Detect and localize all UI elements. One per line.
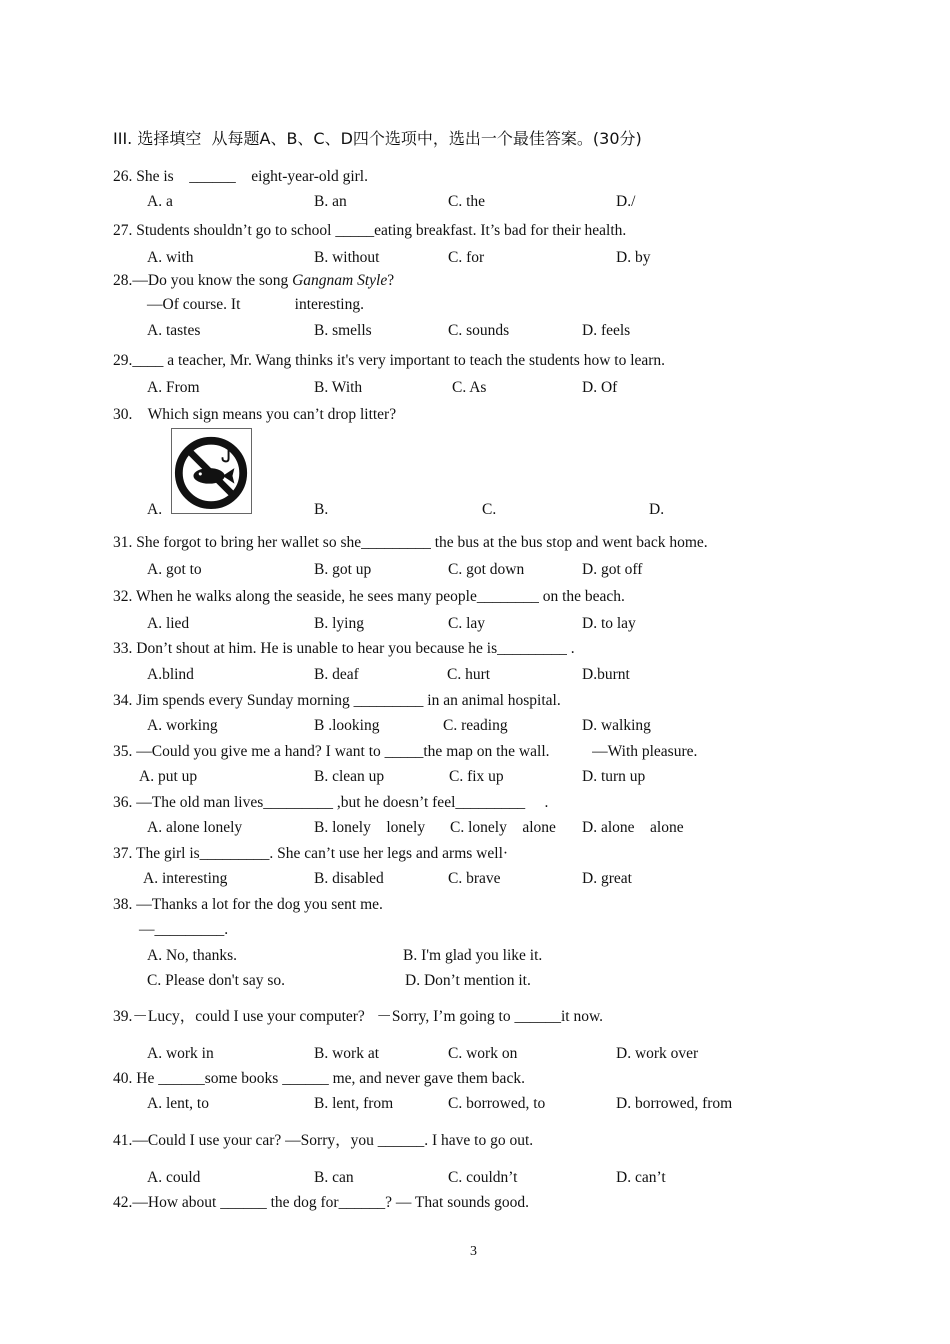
option-c: C. — [482, 501, 497, 518]
option-a: A. — [147, 501, 163, 518]
option-d: D./ — [616, 193, 636, 210]
question-41: 41.—Could I use your car? —Sorry，you ______. I have to go out. — [113, 1132, 534, 1149]
question-28-text: 28.—Do you know the song — [113, 272, 293, 289]
option-d: D. by — [616, 249, 651, 266]
question-31: 31. She forgot to bring her wallet so she_________ the bus at the bus stop and went back home. — [113, 534, 708, 551]
option-a: A. working — [147, 717, 218, 734]
option-b: B. lying — [314, 615, 364, 632]
option-d: D. feels — [582, 322, 631, 339]
option-c: C. sounds — [448, 322, 510, 339]
option-c: C. the — [448, 193, 486, 210]
question-38-reply: —_________. — [139, 921, 229, 938]
question-26: 26. She is ______ eight-year-old girl. — [113, 168, 368, 185]
song-title: Gangnam Style — [292, 272, 388, 289]
option-a: A. got to — [147, 561, 202, 578]
option-b: B. without — [314, 249, 380, 266]
option-c: C. borrowed, to — [448, 1095, 546, 1112]
option-c: C. Please don't say so. — [147, 972, 285, 989]
option-c: C. for — [448, 249, 485, 266]
option-d: D. great — [582, 870, 632, 887]
option-a: A. No, thanks. — [147, 947, 237, 964]
option-d: D. alone alone — [582, 819, 684, 836]
option-b: B. deaf — [314, 666, 359, 683]
option-c: C. couldn’t — [448, 1169, 518, 1186]
option-a: A. alone lonely — [147, 819, 243, 836]
question-40: 40. He ______some books ______ me, and never gave them back. — [113, 1070, 525, 1087]
option-b: B .looking — [314, 717, 380, 734]
option-a: A. tastes — [147, 322, 201, 339]
question-42: 42.—How about ______ the dog for______? — That sounds good. — [113, 1194, 530, 1211]
option-b: B. lonely lonely — [314, 819, 426, 836]
question-29: 29.____ a teacher, Mr. Wang thinks it's very important to teach the students how to learn. — [113, 352, 666, 369]
option-d: D.burnt — [582, 666, 630, 683]
option-c: C. lay — [448, 615, 486, 632]
question-28-reply: —Of course. It interesting. — [147, 296, 364, 313]
question-33: 33. Don’t shout at him. He is unable to hear you because he is_________ . — [113, 640, 575, 657]
option-b: B. can — [314, 1169, 354, 1186]
question-32: 32. When he walks along the seaside, he sees many people________ on the beach. — [113, 588, 625, 605]
option-d: D. — [649, 501, 665, 518]
option-a: A. put up — [139, 768, 198, 785]
option-d: D. Don’t mention it. — [405, 972, 531, 989]
no-fishing-sign-icon — [171, 428, 252, 514]
option-b: B. lent, from — [314, 1095, 394, 1112]
question-35: 35. —Could you give me a hand? I want to _____the map on the wall. —With pleasure. — [113, 743, 698, 760]
option-c: C. work on — [448, 1045, 518, 1062]
option-a: A. lied — [147, 615, 190, 632]
option-a: A. lent, to — [147, 1095, 209, 1112]
option-d: D. walking — [582, 717, 651, 734]
option-a: A.blind — [147, 666, 194, 683]
option-a: A. could — [147, 1169, 201, 1186]
option-d: D. borrowed, from — [616, 1095, 733, 1112]
option-c: C. brave — [448, 870, 501, 887]
question-36: 36. —The old man lives_________ ,but he doesn’t feel_________ . — [113, 794, 549, 811]
option-b: B. With — [314, 379, 363, 396]
option-c: C. As — [452, 379, 487, 396]
option-c: C. lonely alone — [450, 819, 556, 836]
question-27: 27. Students shouldn’t go to school _____eating breakfast. It’s bad for their health. — [113, 222, 627, 239]
option-a: A. a — [147, 193, 173, 210]
option-c: C. got down — [448, 561, 525, 578]
option-b: B. work at — [314, 1045, 380, 1062]
option-b: B. smells — [314, 322, 372, 339]
question-38: 38. —Thanks a lot for the dog you sent me. — [113, 896, 383, 913]
question-34: 34. Jim spends every Sunday morning _________ in an animal hospital. — [113, 692, 561, 709]
option-c: C. reading — [443, 717, 508, 734]
option-d: D. Of — [582, 379, 618, 396]
option-a: A. with — [147, 249, 194, 266]
option-b: B. disabled — [314, 870, 384, 887]
option-b: B. got up — [314, 561, 372, 578]
question-37: 37. The girl is_________. She can’t use her legs and arms well· — [113, 845, 509, 862]
option-a: A. work in — [147, 1045, 214, 1062]
option-d: D. got off — [582, 561, 643, 578]
question-30: 30. Which sign means you can’t drop litter? — [113, 406, 397, 423]
page-number: 3 — [470, 1244, 477, 1259]
option-d: D. can’t — [616, 1169, 666, 1186]
option-d: D. turn up — [582, 768, 646, 785]
option-c: C. fix up — [449, 768, 504, 785]
option-b: B. — [314, 501, 329, 518]
option-d: D. work over — [616, 1045, 699, 1062]
option-d: D. to lay — [582, 615, 636, 632]
question-28 — [113, 272, 394, 290]
option-a: A. interesting — [143, 870, 228, 887]
option-a: A. From — [147, 379, 200, 396]
section-heading: III. 选择填空 从每题A、B、C、D四个选项中，选出一个最佳答案。(30分) — [113, 129, 642, 148]
option-b: B. I'm glad you like it. — [403, 947, 543, 964]
question-28-mark: ? — [387, 272, 395, 289]
option-b: B. clean up — [314, 768, 385, 785]
option-c: C. hurt — [447, 666, 491, 683]
question-39: 39.－Lucy，could I use your computer? －Sorry, I’m going to ______it now. — [113, 1008, 604, 1025]
option-b: B. an — [314, 193, 347, 210]
